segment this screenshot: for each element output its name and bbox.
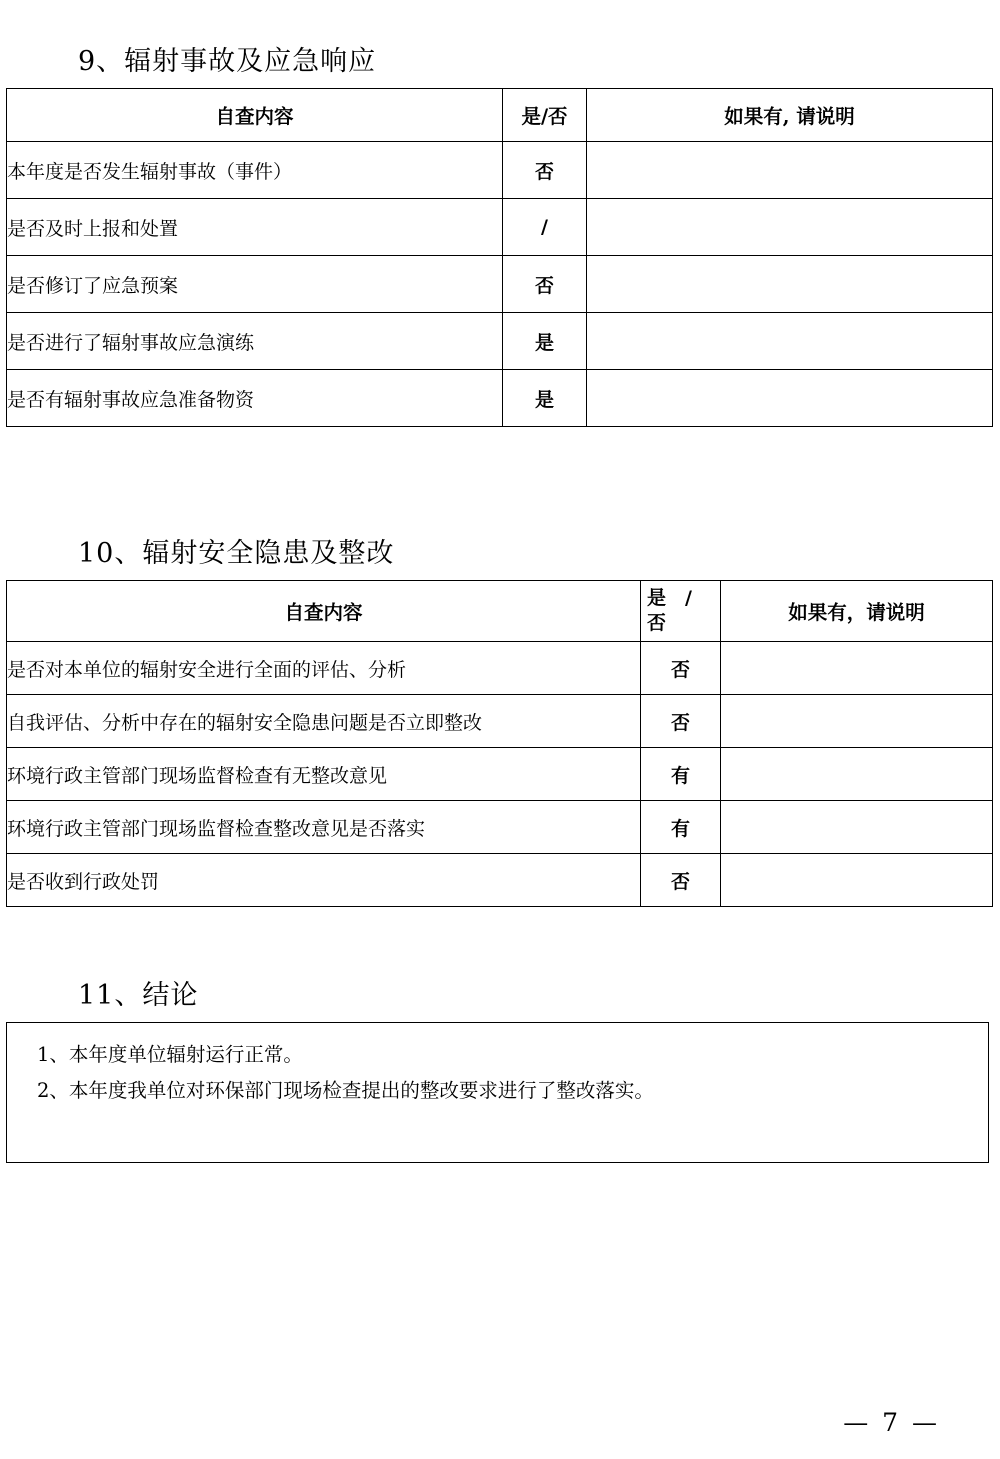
table-row bbox=[7, 642, 993, 695]
table-row bbox=[7, 370, 993, 427]
row-answer: 否 bbox=[503, 142, 587, 199]
row-note bbox=[587, 256, 993, 313]
row-answer: 是 bbox=[503, 313, 587, 370]
header-yesno-line1: 是 / bbox=[647, 586, 692, 609]
row-note bbox=[587, 370, 993, 427]
row-item: 是否有辐射事故应急准备物资 bbox=[7, 370, 503, 427]
table-header-row bbox=[7, 89, 993, 142]
row-answer: / bbox=[503, 199, 587, 256]
row-answer: 否 bbox=[641, 642, 721, 695]
conclusion-line: 2、本年度我单位对环保部门现场检查提出的整改要求进行了整改落实。 bbox=[37, 1079, 654, 1103]
table-row bbox=[7, 801, 993, 854]
section-title-11: 11、结论 bbox=[78, 980, 199, 1011]
row-item: 是否对本单位的辐射安全进行全面的评估、分析 bbox=[7, 642, 641, 695]
row-item: 本年度是否发生辐射事故（事件） bbox=[7, 142, 503, 199]
row-answer: 是 bbox=[503, 370, 587, 427]
row-answer: 有 bbox=[641, 801, 721, 854]
conclusion-box bbox=[6, 1022, 989, 1163]
row-note bbox=[721, 695, 993, 748]
row-item: 是否及时上报和处置 bbox=[7, 199, 503, 256]
header-note: 如果有, 请说明 bbox=[587, 89, 993, 142]
table-radiation-accident bbox=[6, 88, 993, 427]
row-item: 是否修订了应急预案 bbox=[7, 256, 503, 313]
table-row bbox=[7, 854, 993, 907]
row-note bbox=[587, 313, 993, 370]
header-yesno bbox=[641, 581, 721, 642]
header-item: 自查内容 bbox=[7, 89, 503, 142]
header-note: 如果有，请说明 bbox=[721, 581, 993, 642]
table-row bbox=[7, 748, 993, 801]
section-radiation-accident bbox=[0, 46, 1000, 427]
row-item: 环境行政主管部门现场监督检查有无整改意见 bbox=[7, 748, 641, 801]
row-note bbox=[721, 854, 993, 907]
row-item: 是否进行了辐射事故应急演练 bbox=[7, 313, 503, 370]
row-note bbox=[587, 199, 993, 256]
row-answer: 有 bbox=[641, 748, 721, 801]
row-answer: 否 bbox=[641, 695, 721, 748]
header-item: 自查内容 bbox=[7, 581, 641, 642]
row-item: 是否收到行政处罚 bbox=[7, 854, 641, 907]
conclusion-line: 1、本年度单位辐射运行正常。 bbox=[37, 1043, 303, 1067]
table-header-row bbox=[7, 581, 993, 642]
row-note bbox=[721, 642, 993, 695]
row-note bbox=[587, 142, 993, 199]
table-row bbox=[7, 256, 993, 313]
section-title-10: 10、辐射安全隐患及整改 bbox=[78, 538, 395, 569]
section-hazards-rectification bbox=[0, 538, 1000, 907]
section-conclusion bbox=[0, 980, 1000, 1163]
page-number: — 7 — bbox=[843, 1408, 940, 1437]
row-answer: 否 bbox=[503, 256, 587, 313]
table-row bbox=[7, 313, 993, 370]
header-yesno-line2: 否 bbox=[647, 612, 667, 635]
table-hazards-rectification bbox=[6, 580, 993, 907]
table-row bbox=[7, 142, 993, 199]
row-note bbox=[721, 748, 993, 801]
section-title-9: 9、辐射事故及应急响应 bbox=[78, 46, 377, 77]
row-item: 环境行政主管部门现场监督检查整改意见是否落实 bbox=[7, 801, 641, 854]
row-item: 自我评估、分析中存在的辐射安全隐患问题是否立即整改 bbox=[7, 695, 641, 748]
table-row bbox=[7, 695, 993, 748]
row-answer: 否 bbox=[641, 854, 721, 907]
row-note bbox=[721, 801, 993, 854]
header-yesno: 是/否 bbox=[503, 89, 587, 142]
table-row bbox=[7, 199, 993, 256]
